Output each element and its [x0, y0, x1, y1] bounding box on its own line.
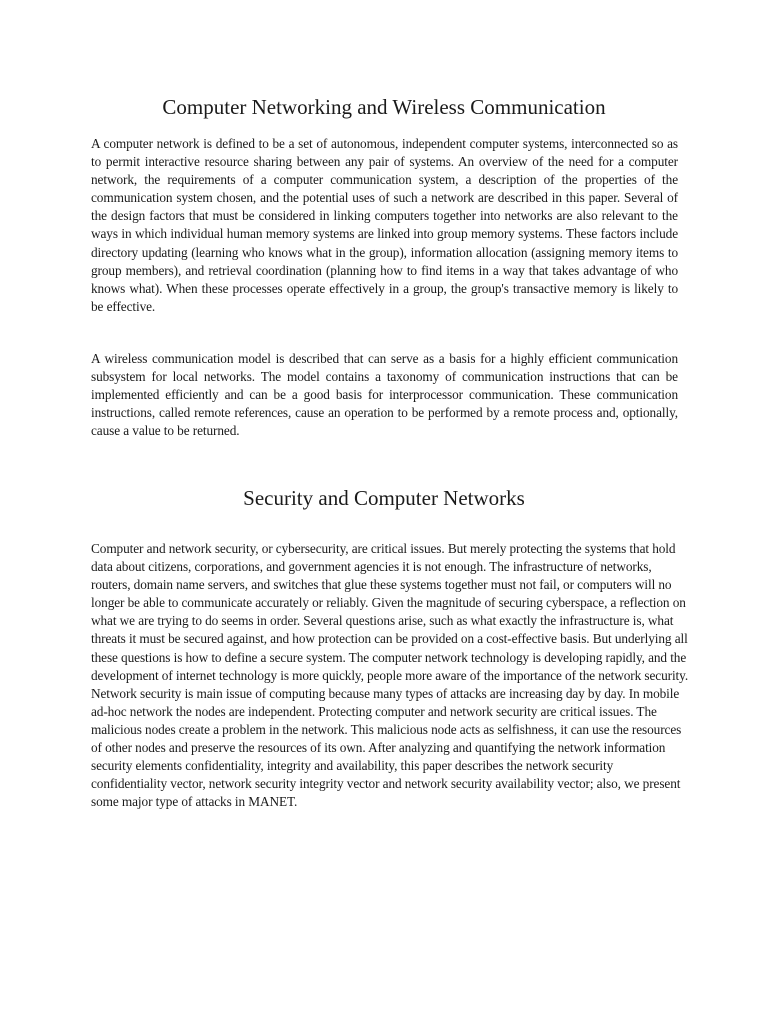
section-title-security: Security and Computer Networks — [243, 486, 525, 510]
paragraph-security: Computer and network security, or cybersecurity, are critical issues. But merely protecting the systems that hold data about citizens, corporations, and government agencies it is not enough. The infrastructure of networks, routers, domain name servers, and switches that glue these systems together must not fail, or computers will no longer be able to communicate accurately or reliably. Given the magnitude of securing cyberspace, a reflection on what we are trying to do seems in order. Several questions arise, such as what exactly the infrastructure is, what threats it must be secured against, and how protection can be provided on a cost-effective basis. But underlying all these questions is how to define a secure system. The computer network technology is developing rapidly, and the development of internet technology is more quickly, people more aware of the importance of the network security. Network security is main issue of computing because many types of attacks are increasing day by day. In mobile ad-hoc network the nodes are independent. Protecting computer and network security are critical issues. The malicious nodes create a problem in the network. This malicious node acts as selfishness, it can use the resources of other nodes and preserve the resources of its own. After analyzing and quantifying the network information security elements confidentiality, integrity and availability, this paper describes the network security confidentiality vector, network security integrity vector and network security availability vector; also, we present some major type of attacks in MANET. — [91, 541, 689, 810]
paragraph-wireless-model: A wireless communication model is described that can serve as a basis for a highly efficient communication subsystem for local networks. The model contains a taxonomy of communication instructions that can be implemented efficiently and can be a good basis for interprocessor communication. These communication instructions, called remote references, cause an operation to be performed by a remote process and, optionally, cause a value to be returned. — [91, 351, 678, 439]
section-title-networking: Computer Networking and Wireless Communication — [162, 95, 606, 119]
paragraph-networking-definition: A computer network is defined to be a set of autonomous, independent computer systems, interconnected so as to permit interactive resource sharing between any pair of systems. An overview of the need for a computer network, the requirements of a computer communication system, a description of the properties of the communication system chosen, and the potential uses of such a network are described in this paper. Several of the design factors that must be considered in linking computers together into networks are also relevant to the ways in which individual human memory systems are linked into group memory systems. These factors include directory updating (learning who knows what in the group), information allocation (assigning memory items to group members), and retrieval coordination (planning how to find items in a way that takes advantage of who knows what). When these processes operate effectively in a group, the group's transactive memory is likely to be effective. — [91, 136, 678, 314]
